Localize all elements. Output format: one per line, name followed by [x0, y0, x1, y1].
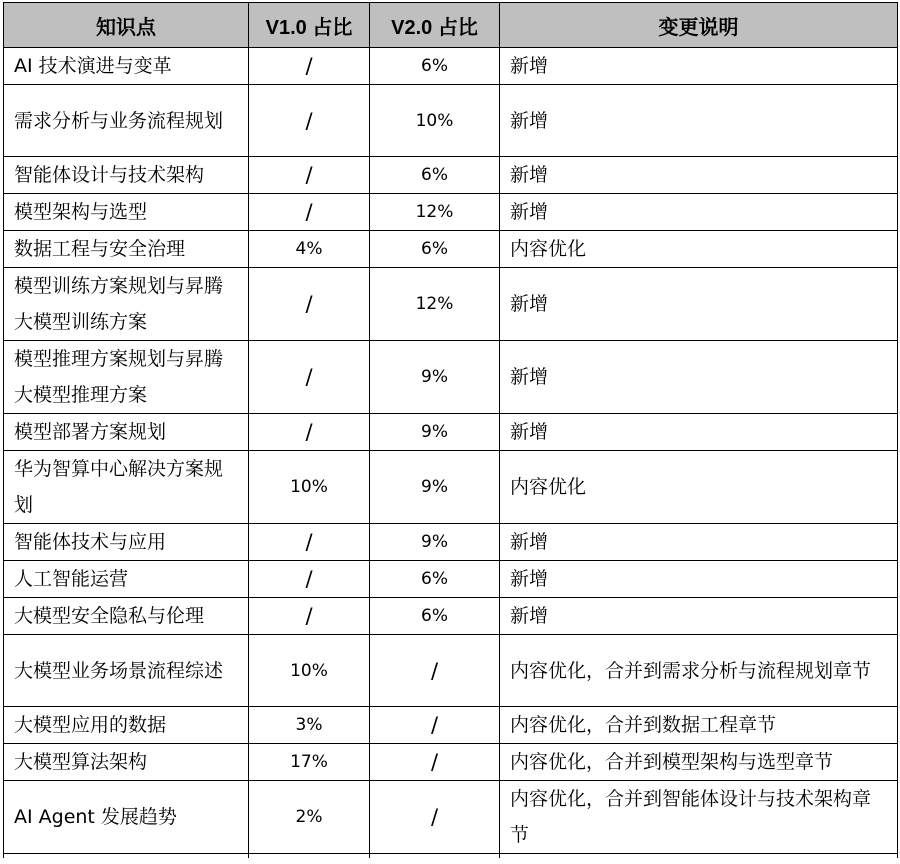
- v2-share-cell: 6%: [370, 561, 500, 598]
- change-note-cell: 新增: [500, 157, 898, 194]
- v1-share-cell: /: [249, 414, 370, 451]
- v1-share-cell: /: [249, 157, 370, 194]
- continuation-cell: [4, 854, 249, 859]
- table-row: [4, 194, 898, 231]
- topic-cell: 大模型算法架构: [4, 744, 249, 781]
- change-note-cell: 新增: [500, 48, 898, 85]
- topic-cell: AI Agent 发展趋势: [4, 781, 249, 854]
- topic-cell: 智能体设计与技术架构: [4, 157, 249, 194]
- v2-share-cell: 12%: [370, 194, 500, 231]
- v2-share-cell: 9%: [370, 451, 500, 524]
- v1-share-cell: 17%: [249, 744, 370, 781]
- change-note-cell: 内容优化: [500, 231, 898, 268]
- continuation-cell: [370, 854, 500, 859]
- v2-share-cell: /: [370, 744, 500, 781]
- change-note-cell: 新增: [500, 524, 898, 561]
- v1-share-cell: 10%: [249, 451, 370, 524]
- change-note-cell: 新增: [500, 268, 898, 341]
- change-note-cell: 内容优化，合并到模型架构与选型章节: [500, 744, 898, 781]
- topic-cell: 模型推理方案规划与昇腾大模型推理方案: [4, 341, 249, 414]
- table-row: [4, 451, 898, 524]
- table-row: [4, 635, 898, 707]
- v1-share-cell: /: [249, 85, 370, 157]
- v1-share-cell: 3%: [249, 707, 370, 744]
- topic-cell: 大模型应用的数据: [4, 707, 249, 744]
- v1-share-cell: /: [249, 341, 370, 414]
- v1-share-cell: 2%: [249, 781, 370, 854]
- header-v1-share: V1.0 占比: [249, 3, 370, 48]
- change-note-cell: 内容优化: [500, 451, 898, 524]
- change-note-cell: 新增: [500, 414, 898, 451]
- change-note-cell: 新增: [500, 341, 898, 414]
- header-change-note: 变更说明: [500, 3, 898, 48]
- header-row: [4, 3, 898, 48]
- change-note-cell: 内容优化，合并到数据工程章节: [500, 707, 898, 744]
- v1-share-cell: 10%: [249, 635, 370, 707]
- continuation-cell: [249, 854, 370, 859]
- topic-cell: 模型部署方案规划: [4, 414, 249, 451]
- topic-cell: 模型架构与选型: [4, 194, 249, 231]
- change-note-cell: 内容优化，合并到智能体设计与技术架构章节: [500, 781, 898, 854]
- v1-share-cell: /: [249, 194, 370, 231]
- change-note-cell: 新增: [500, 598, 898, 635]
- topic-cell: 华为智算中心解决方案规划: [4, 451, 249, 524]
- v2-share-cell: 6%: [370, 157, 500, 194]
- topic-cell: 需求分析与业务流程规划: [4, 85, 249, 157]
- v2-share-cell: 9%: [370, 414, 500, 451]
- header-v2-share: V2.0 占比: [370, 3, 500, 48]
- table-row: [4, 598, 898, 635]
- v2-share-cell: 9%: [370, 341, 500, 414]
- v2-share-cell: 6%: [370, 48, 500, 85]
- table-row: [4, 157, 898, 194]
- v2-share-cell: 9%: [370, 524, 500, 561]
- version-comparison-table: [3, 2, 898, 858]
- table-row: [4, 561, 898, 598]
- topic-cell: 数据工程与安全治理: [4, 231, 249, 268]
- topic-cell: 大模型安全隐私与伦理: [4, 598, 249, 635]
- topic-cell: AI 技术演进与变革: [4, 48, 249, 85]
- v2-share-cell: 6%: [370, 598, 500, 635]
- v1-share-cell: /: [249, 268, 370, 341]
- v1-share-cell: /: [249, 524, 370, 561]
- v2-share-cell: 10%: [370, 85, 500, 157]
- v1-share-cell: /: [249, 561, 370, 598]
- change-note-cell: 新增: [500, 194, 898, 231]
- topic-cell: 智能体技术与应用: [4, 524, 249, 561]
- v2-share-cell: /: [370, 781, 500, 854]
- table-row: [4, 744, 898, 781]
- table-row: [4, 268, 898, 341]
- v2-share-cell: /: [370, 707, 500, 744]
- v1-share-cell: /: [249, 48, 370, 85]
- table-row: [4, 524, 898, 561]
- header-topic: 知识点: [4, 3, 249, 48]
- table-row: [4, 341, 898, 414]
- continuation-cell: [500, 854, 898, 859]
- v1-share-cell: /: [249, 598, 370, 635]
- topic-cell: 人工智能运营: [4, 561, 249, 598]
- table-row: [4, 231, 898, 268]
- table-row: [4, 85, 898, 157]
- table-row: [4, 414, 898, 451]
- change-note-cell: 新增: [500, 561, 898, 598]
- topic-cell: 模型训练方案规划与昇腾大模型训练方案: [4, 268, 249, 341]
- v1-share-cell: 4%: [249, 231, 370, 268]
- topic-cell: 大模型业务场景流程综述: [4, 635, 249, 707]
- v2-share-cell: 12%: [370, 268, 500, 341]
- table-row-continuation: [4, 854, 898, 859]
- v2-share-cell: 6%: [370, 231, 500, 268]
- table-row: [4, 48, 898, 85]
- table-row: [4, 707, 898, 744]
- table-row: [4, 781, 898, 854]
- table-body: [4, 48, 898, 859]
- v2-share-cell: /: [370, 635, 500, 707]
- change-note-cell: 内容优化，合并到需求分析与流程规划章节: [500, 635, 898, 707]
- change-note-cell: 新增: [500, 85, 898, 157]
